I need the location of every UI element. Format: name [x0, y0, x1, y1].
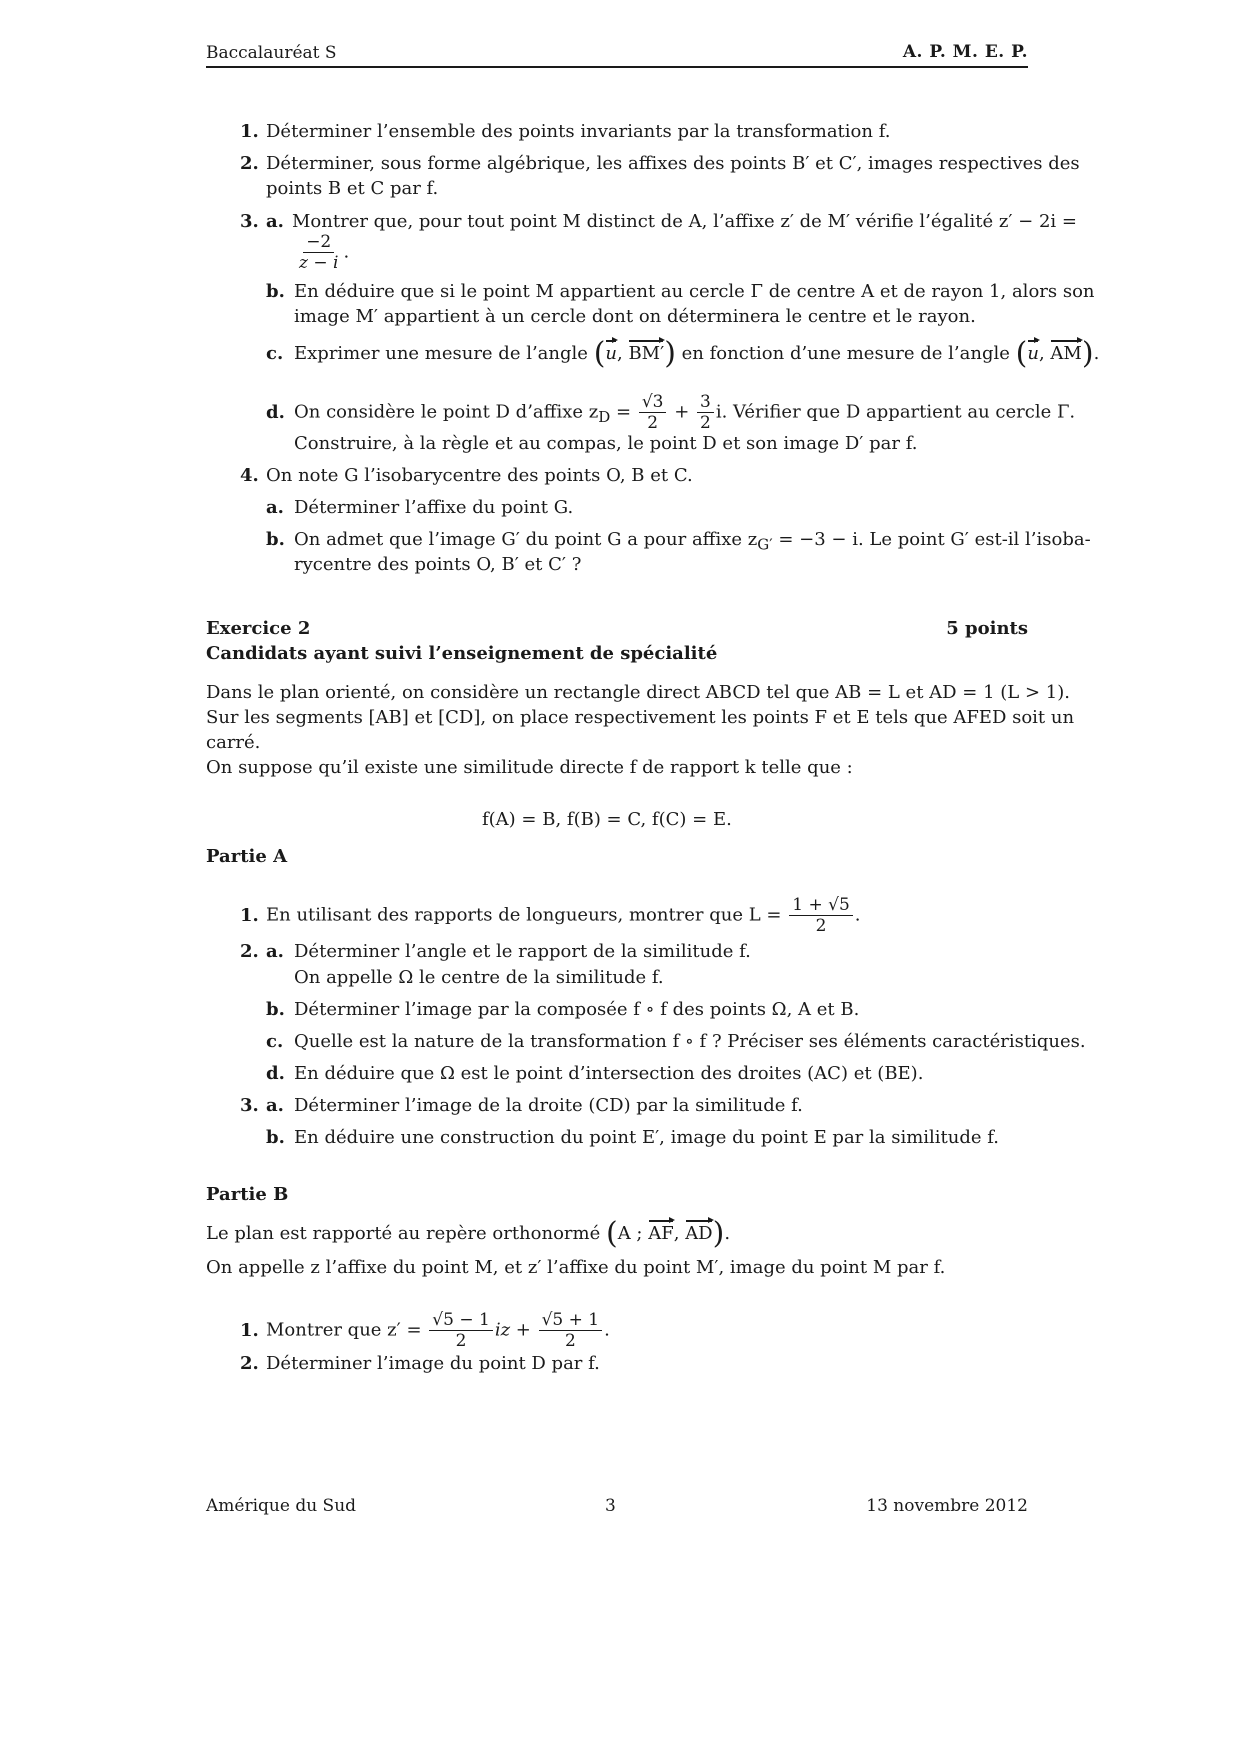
- part-a-title: Partie A: [206, 846, 288, 867]
- ex2-a1: 1. En utilisant des rapports de longueurs, montrer que L = $\frac{1 + √5}{2}$ .: [240, 895, 861, 936]
- ex1-q3d: d. On considère le point D d’affixe $z_D$ = $\frac{√3}{2}$ + $\frac{3}{2}$ i. Vérifier que D appartient au cercle Γ.: [266, 392, 1076, 433]
- ex2-a3a: 3. a. Déterminer l’image de la droite (CD) par la similitude f.: [240, 1095, 803, 1116]
- ex2-b-intro2: On appelle z l’affixe du point M, et z′ l’affixe du point M′, image du point M par f.: [206, 1257, 946, 1278]
- header-rule: [206, 66, 1028, 68]
- footer-left: Amérique du Sud: [206, 1496, 357, 1516]
- ex2-b1: 1. Montrer que z′ = $\frac{√5 - 1}{2}$ iz + $\frac{√5 + 1}{2}$ .: [240, 1310, 610, 1351]
- ex2-b2: 2. Déterminer l’image du point D par f.: [240, 1353, 600, 1374]
- ex1-q3b: b. En déduire que si le point M appartient au cercle Γ de centre A et de rayon 1, alors son: [266, 281, 1095, 302]
- ex1-q4b: b. On admet que l’image G′ du point G a pour affixe $z_{G'} = -3 - i$. Le point G′ est-il l’isoba-: [266, 529, 1091, 554]
- footer-page-number: 3: [605, 1496, 616, 1516]
- ex1-q3b-cont: image M′ appartient à un cercle dont on déterminera le centre et le rayon.: [294, 306, 976, 327]
- header-right: A. P. M. E. P.: [902, 42, 1028, 62]
- ex1-q3c: c. Exprimer une mesure de l’angle (u, BM′) en fonction d’une mesure de l’angle (u, AM).: [266, 336, 1100, 371]
- exercise-subtitle: Candidats ayant suivi l’enseignement de spécialité: [206, 643, 718, 664]
- ex1-q4a: a. Déterminer l’affixe du point G.: [266, 497, 574, 518]
- ex1-q3d-cont: Construire, à la règle et au compas, le point D et son image D′ par f.: [294, 433, 918, 454]
- ex1-q4: 4. On note G l’isobarycentre des points O, B et C.: [240, 465, 693, 486]
- ex2-a2a-cont: On appelle Ω le centre de la similitude f.: [294, 967, 664, 988]
- ex2-a2a: 2. a. Déterminer l’angle et le rapport de la similitude f.: [240, 941, 751, 962]
- ex2-a3b: b. En déduire une construction du point E′, image du point E par la similitude f.: [266, 1127, 1000, 1148]
- ex1-q3a: 3. a. Montrer que, pour tout point M distinct de A, l’affixe z′ de M′ vérifie l’égalité z′ − 2i =: [240, 211, 1077, 232]
- ex2-intro2-cont: carré.: [206, 732, 261, 753]
- exercise-title: Exercice 2: [206, 618, 311, 639]
- footer-date: 13 novembre 2012: [866, 1496, 1028, 1516]
- ex1-q2-cont: points B et C par f.: [266, 178, 439, 199]
- ex1-q1: 1. Déterminer l’ensemble des points invariants par la transformation f.: [240, 121, 891, 142]
- ex1-q3a-fraction: $\frac{-2}{z - i}$ .: [294, 232, 349, 273]
- ex2-intro2: Sur les segments [AB] et [CD], on place respectivement les points F et E tels que AFED soit un: [206, 707, 1075, 728]
- fraction: $\frac{-2}{z - i}$: [299, 232, 339, 273]
- ex1-q4b-cont: rycentre des points O, B′ et C′ ?: [294, 554, 582, 575]
- ex2-intro3: On suppose qu’il existe une similitude directe f de rapport k telle que :: [206, 757, 853, 778]
- ex1-q2: 2. Déterminer, sous forme algébrique, les affixes des points B′ et C′, images respectives des: [240, 153, 1080, 174]
- ex2-formula: f(A) = B, f(B) = C, f(C) = E.: [482, 809, 732, 830]
- exercise-points: 5 points: [946, 618, 1028, 639]
- ex2-a2c: c. Quelle est la nature de la transformation f ∘ f ? Préciser ses éléments caractéristiques.: [266, 1031, 1086, 1052]
- part-b-title: Partie B: [206, 1184, 289, 1205]
- ex2-intro1: Dans le plan orienté, on considère un rectangle direct ABCD tel que AB = L et AD = 1 (L > 1).: [206, 682, 1070, 703]
- ex2-b-intro1: Le plan est rapporté au repère orthonormé (A ; AF, AD).: [206, 1216, 731, 1251]
- ex2-a2b: b. Déterminer l’image par la composée f ∘ f des points Ω, A et B.: [266, 999, 860, 1020]
- header-left: Baccalauréat S: [206, 43, 337, 63]
- ex2-a2d: d. En déduire que Ω est le point d’intersection des droites (AC) et (BE).: [266, 1063, 924, 1084]
